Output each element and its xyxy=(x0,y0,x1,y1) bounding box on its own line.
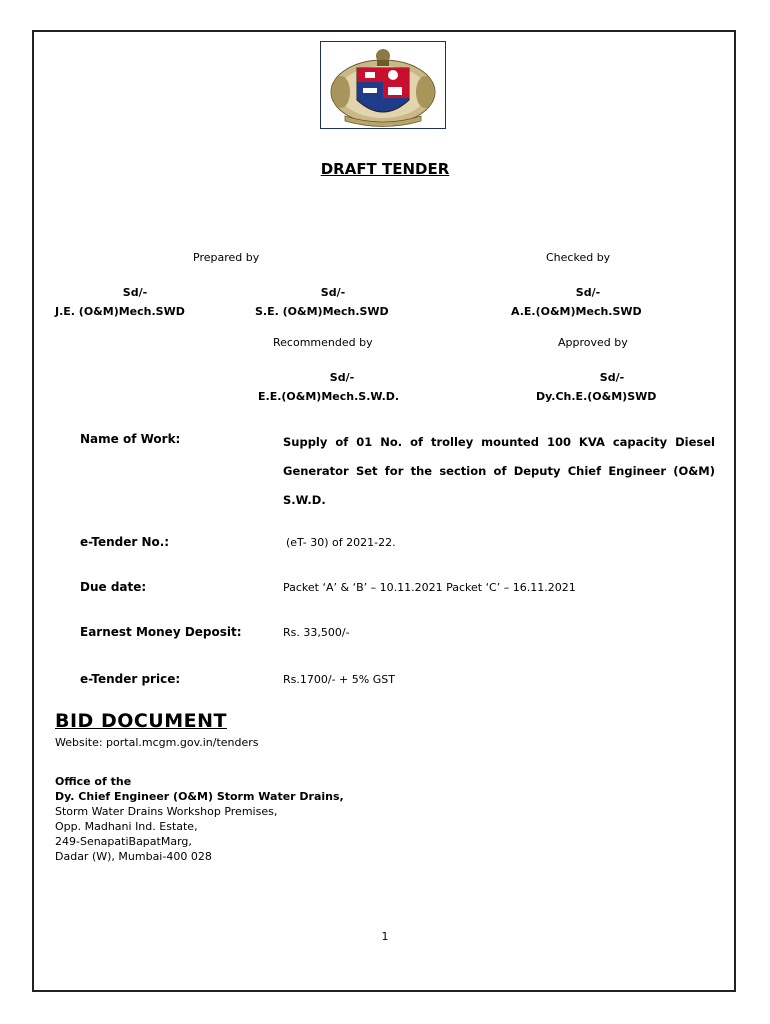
approved-by-label: Approved by xyxy=(558,336,628,349)
name-of-work-label: Name of Work: xyxy=(80,432,181,446)
sd-ee: Sd/- xyxy=(329,371,355,384)
bid-document-heading: BID DOCUMENT xyxy=(55,710,227,732)
ae-designation: A.E.(O&M)Mech.SWD xyxy=(511,305,642,318)
office-line-4: Opp. Madhani Ind. Estate, xyxy=(55,820,198,833)
je-designation: J.E. (O&M)Mech.SWD xyxy=(55,305,185,318)
sd-je: Sd/- xyxy=(122,286,148,299)
sd-ae: Sd/- xyxy=(575,286,601,299)
document-title: DRAFT TENDER xyxy=(320,160,450,178)
name-of-work-value: Supply of 01 No. of trolley mounted 100 KVA capacity Diesel Generator Set for the section of Deputy Chief Engineer (O&M) S.W.D. xyxy=(283,435,715,507)
page-number: 1 xyxy=(381,930,389,943)
etender-no-label: e-Tender No.: xyxy=(80,535,170,549)
etender-no-value: (eT- 30) of 2021-22. xyxy=(286,536,396,549)
website-line: Website: portal.mcgm.gov.in/tenders xyxy=(55,736,259,749)
emblem-logo xyxy=(320,41,446,129)
dyche-designation: Dy.Ch.E.(O&M)SWD xyxy=(536,390,657,403)
office-line-2: Dy. Chief Engineer (O&M) Storm Water Drains, xyxy=(55,790,344,803)
office-line-3: Storm Water Drains Workshop Premises, xyxy=(55,805,278,818)
sd-se: Sd/- xyxy=(320,286,346,299)
emd-label: Earnest Money Deposit: xyxy=(80,625,242,639)
recommended-by-label: Recommended by xyxy=(273,336,373,349)
office-address xyxy=(55,774,344,864)
due-date-value: Packet ‘A’ & ‘B’ – 10.11.2021 Packet ‘C’ – 16.11.2021 xyxy=(283,581,576,594)
ee-designation: E.E.(O&M)Mech.S.W.D. xyxy=(258,390,400,403)
etender-price-value: Rs.1700/- + 5% GST xyxy=(283,673,395,686)
emd-value: Rs. 33,500/- xyxy=(283,626,350,639)
prepared-by-label: Prepared by xyxy=(193,251,260,264)
sd-dyche: Sd/- xyxy=(599,371,625,384)
office-line-5: 249-SenapatiBapatMarg, xyxy=(55,835,192,848)
se-designation: S.E. (O&M)Mech.SWD xyxy=(255,305,389,318)
etender-price-label: e-Tender price: xyxy=(80,672,181,686)
checked-by-label: Checked by xyxy=(546,251,611,264)
office-line-1: Office of the xyxy=(55,775,132,788)
due-date-label: Due date: xyxy=(80,580,147,594)
office-line-6: Dadar (W), Mumbai-400 028 xyxy=(55,850,212,863)
